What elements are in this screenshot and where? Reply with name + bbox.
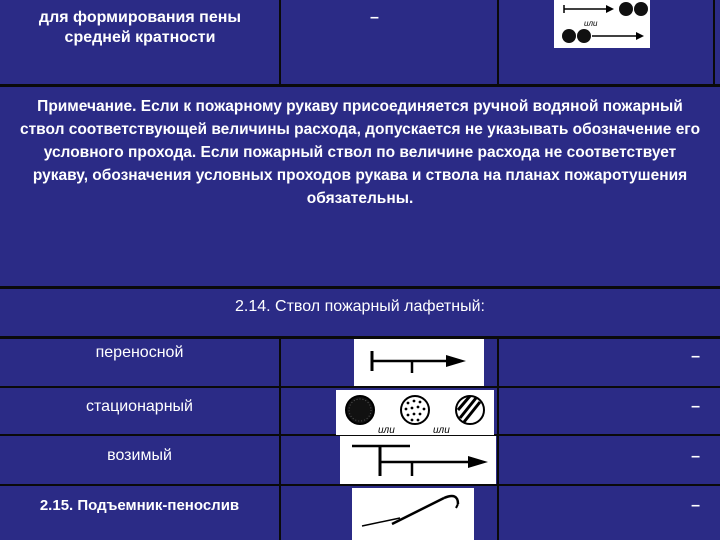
grid-line	[0, 286, 720, 289]
row-name-foam-lifter: 2.15. Подъемник-пенослив	[39, 497, 240, 514]
grid-line	[0, 84, 720, 87]
svg-text:или: или	[584, 19, 598, 28]
row-name-portable: переносной	[95, 344, 184, 361]
stationary-monitor-symbol	[336, 390, 494, 435]
row-note-mobile: –	[691, 448, 700, 465]
svg-text:или: или	[378, 425, 395, 435]
foam-lifter-icon	[352, 488, 474, 540]
portable-monitor-symbol	[354, 339, 484, 386]
grid-line	[497, 0, 499, 86]
monitor-stationary-icon	[336, 390, 494, 435]
section-title: 2.14. Ствол пожарный лафетный:	[235, 298, 485, 315]
row-note-foam-lifter: –	[691, 497, 700, 514]
monitor-mobile-icon	[340, 436, 496, 484]
row-note-stationary: –	[691, 398, 700, 415]
grid-line	[279, 0, 281, 86]
grid-line	[497, 338, 499, 540]
row-name-mobile: возимый	[107, 447, 172, 464]
foam-nozzle-icon	[554, 0, 650, 48]
svg-text:или: или	[433, 425, 450, 435]
grid-line	[279, 338, 281, 540]
row-name-foam: для формирования пены средней кратности	[38, 9, 242, 46]
grid-line	[0, 386, 720, 388]
note-paragraph: Примечание. Если к пожарному рукаву присоединяется ручной водяной пожарный ствол соответствующей величины расхода, допускается не указывать обозначение его условного прохода. Если пожарный ствол по величине расхода не соответствует рукаву, обозначения условных проходов рукава и ствола на планах пожаротушения обязательны.	[19, 98, 701, 207]
foam-lifter-symbol	[352, 488, 474, 540]
foam-nozzle-symbol	[554, 0, 650, 48]
grid-line	[0, 484, 720, 486]
mobile-monitor-symbol	[340, 436, 496, 484]
row-name-stationary: стационарный	[86, 398, 193, 415]
row-note-foam: –	[370, 9, 379, 26]
grid-line	[713, 0, 715, 86]
monitor-portable-icon	[354, 339, 484, 386]
row-note-portable: –	[691, 348, 700, 365]
